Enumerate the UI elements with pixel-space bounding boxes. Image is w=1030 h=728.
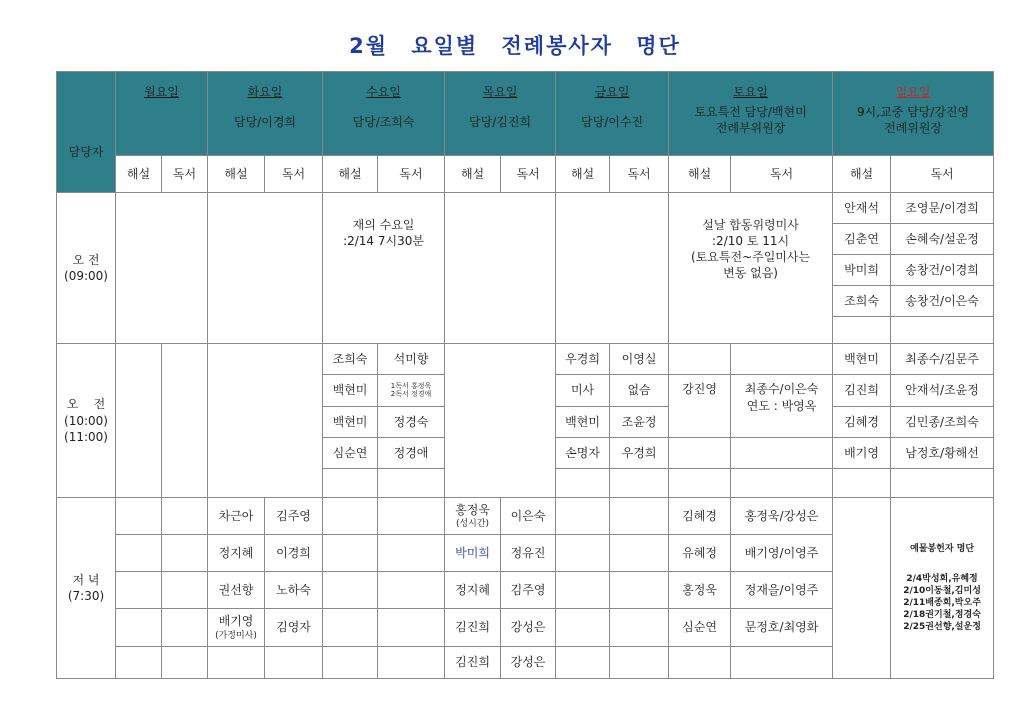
thu-eve-commentary: 김진희	[445, 609, 501, 646]
mon-morning-empty	[116, 192, 208, 344]
wed-reading-label: 독서	[378, 156, 445, 192]
wed-mid-reading: 석미향	[378, 344, 445, 375]
sun-morning-commentary: 조희숙	[833, 286, 891, 317]
thu-eve-reading: 이은숙	[501, 497, 556, 534]
sun-mid-reading: 안재석/조윤정	[891, 375, 994, 406]
wed-mid-commentary: 백현미	[323, 375, 378, 406]
sun-reading-label: 독서	[891, 156, 994, 192]
sat-eve-empty	[731, 646, 833, 678]
thursday-header: 목요일 담당/김진희	[445, 72, 556, 156]
tue-eve-reading: 이경희	[265, 535, 323, 572]
mon-eve-empty	[162, 646, 208, 678]
mon-eve-empty	[116, 609, 162, 646]
fri-eve-empty	[610, 646, 669, 678]
tue-reading-label: 독서	[265, 156, 323, 192]
thu-mid-empty	[445, 344, 556, 498]
sun-morning-commentary: 박미희	[833, 254, 891, 285]
sun-morning-reading: 손혜숙/설운정	[891, 223, 994, 254]
fri-mid-commentary: 백현미	[556, 406, 610, 437]
thu-eve-commentary: 홍정욱 (성시간)	[445, 497, 501, 534]
sun-morning-commentary	[833, 317, 891, 344]
slot-midmorning: 오 전 (10:00) (11:00)	[57, 344, 116, 498]
sun-eve-empty	[833, 497, 891, 678]
wed-eve-empty	[378, 609, 445, 646]
mon-eve-empty	[116, 646, 162, 678]
tue-eve-commentary: 권선향	[208, 572, 265, 609]
sat-mid-empty	[731, 437, 833, 468]
tue-eve-reading: 김주영	[265, 497, 323, 534]
evening-row	[57, 497, 994, 534]
fri-eve-empty	[556, 609, 610, 646]
fri-morning-empty	[556, 192, 669, 344]
sun-mid-empty	[833, 468, 891, 497]
wed-eve-empty	[323, 572, 378, 609]
sat-mid-commentary: 강진영	[669, 375, 731, 437]
fri-commentary-label: 해설	[556, 156, 610, 192]
sat-eve-empty	[669, 646, 731, 678]
sat-eve-commentary: 홍정욱	[669, 572, 731, 609]
sat-eve-commentary: 유혜정	[669, 535, 731, 572]
sun-morning-reading	[891, 317, 994, 344]
fri-mid-reading: 이영실	[610, 344, 669, 375]
sat-mid-empty	[669, 437, 731, 468]
wed-eve-empty	[323, 497, 378, 534]
sun-commentary-label: 해설	[833, 156, 891, 192]
slot-evening: 저 녁 (7:30)	[57, 497, 116, 678]
mon-eve-empty	[116, 572, 162, 609]
thu-eve-commentary: 김진희	[445, 646, 501, 678]
sun-mid-commentary: 김진희	[833, 375, 891, 406]
wed-mid-reading: 1독서 홍정욱 2독서 정경애	[378, 375, 445, 406]
tue-eve-empty	[208, 646, 265, 678]
wed-eve-empty	[378, 535, 445, 572]
wed-eve-empty	[378, 572, 445, 609]
sat-eve-commentary: 심순연	[669, 609, 731, 646]
saturday-header: 토요일 토요특전 담당/백현미 전례부위원장	[669, 72, 833, 156]
wed-eve-empty	[323, 609, 378, 646]
wed-mid-commentary: 백현미	[323, 406, 378, 437]
fri-mid-reading: 조윤정	[610, 406, 669, 437]
tue-eve-reading: 노하숙	[265, 572, 323, 609]
sat-mid-empty	[731, 468, 833, 497]
wed-mid-reading: 정경숙	[378, 406, 445, 437]
thu-eve-commentary: 박미희	[445, 535, 501, 572]
sat-mid-empty	[669, 468, 731, 497]
morning-row	[57, 192, 994, 223]
fri-eve-empty	[556, 646, 610, 678]
sun-mid-reading: 남정호/황해선	[891, 437, 994, 468]
wed-morning-note: 재의 수요일 :2/14 7시30분	[323, 192, 445, 344]
sat-mid-reading: 최종수/이은숙 연도 : 박영옥	[731, 375, 833, 437]
sat-eve-commentary: 김혜경	[669, 497, 731, 534]
thu-eve-reading: 강성은	[501, 609, 556, 646]
sat-eve-reading: 문정호/최영화	[731, 609, 833, 646]
tue-commentary-label: 해설	[208, 156, 265, 192]
thu-eve-commentary: 정지혜	[445, 572, 501, 609]
tue-eve-commentary: 차근아	[208, 497, 265, 534]
fri-mid-empty	[556, 468, 610, 497]
fri-eve-empty	[610, 609, 669, 646]
sun-mid-commentary: 배기영	[833, 437, 891, 468]
fri-eve-empty	[610, 497, 669, 534]
sat-reading-label: 독서	[731, 156, 833, 192]
sat-eve-reading: 홍정욱/강성은	[731, 497, 833, 534]
wed-mid-empty	[378, 468, 445, 497]
wed-eve-empty	[323, 646, 378, 678]
sun-mid-commentary: 김혜경	[833, 406, 891, 437]
schedule-table	[56, 71, 994, 679]
thu-morning-empty	[445, 192, 556, 344]
sun-mid-reading: 최종수/김문주	[891, 344, 994, 375]
wed-commentary-label: 해설	[323, 156, 378, 192]
tuesday-header: 화요일 담당/이경희	[208, 72, 323, 156]
wed-eve-empty	[378, 646, 445, 678]
fri-eve-empty	[556, 497, 610, 534]
sun-morning-commentary: 안재석	[833, 192, 891, 223]
sun-morning-commentary: 김춘연	[833, 223, 891, 254]
mon-mid-empty	[116, 344, 162, 498]
sat-eve-reading: 배기영/이영주	[731, 535, 833, 572]
fri-mid-reading: 우경희	[610, 437, 669, 468]
sat-commentary-label: 해설	[669, 156, 731, 192]
fri-eve-empty	[556, 572, 610, 609]
mon-reading-label: 독서	[162, 156, 208, 192]
tue-eve-empty	[265, 646, 323, 678]
sun-morning-reading: 조영문/이경희	[891, 192, 994, 223]
fri-mid-reading: 없슴	[610, 375, 669, 406]
thu-eve-reading: 김주영	[501, 572, 556, 609]
wed-mid-reading: 정경애	[378, 437, 445, 468]
mon-mid-empty	[162, 344, 208, 498]
slot-morning: 오 전 (09:00)	[57, 192, 116, 344]
tue-eve-commentary: 배기영 (가정미사)	[208, 609, 265, 646]
mon-eve-empty	[162, 572, 208, 609]
offering-list: 예물봉헌자 명단 2/4박성희,유혜정 2/10이동철,김미성 2/11배종희,박오주 2/18권기철,정경숙 2/25권선향,설운정	[891, 497, 994, 678]
fri-eve-empty	[610, 572, 669, 609]
header-row	[57, 72, 994, 156]
thu-eve-reading: 정유진	[501, 535, 556, 572]
mon-eve-empty	[116, 535, 162, 572]
sun-morning-reading: 송창건/이은숙	[891, 286, 994, 317]
sun-morning-reading: 송창건/이경희	[891, 254, 994, 285]
sunday-header: 일요일 9시,교중 담당/강진영 전례위원장	[833, 72, 994, 156]
wed-mid-commentary: 조희숙	[323, 344, 378, 375]
mon-commentary-label: 해설	[116, 156, 162, 192]
sat-eve-reading: 정재을/이영주	[731, 572, 833, 609]
tue-mid-empty	[208, 344, 323, 498]
sun-mid-reading: 김민종/조희숙	[891, 406, 994, 437]
tue-eve-reading: 김영자	[265, 609, 323, 646]
fri-mid-commentary: 미사	[556, 375, 610, 406]
fri-mid-commentary: 손명자	[556, 437, 610, 468]
owner-header: 담당자	[57, 72, 116, 193]
wednesday-header: 수요일 담당/조희숙	[323, 72, 445, 156]
wed-mid-empty	[323, 468, 378, 497]
wed-mid-commentary: 심순연	[323, 437, 378, 468]
sun-mid-commentary: 백현미	[833, 344, 891, 375]
subheader-row	[57, 156, 994, 192]
friday-header: 금요일 담당/이수진	[556, 72, 669, 156]
fri-mid-commentary: 우경희	[556, 344, 610, 375]
mon-eve-empty	[162, 609, 208, 646]
thu-eve-reading: 강성은	[501, 646, 556, 678]
sat-mid-empty	[731, 344, 833, 375]
mon-eve-empty	[162, 497, 208, 534]
wed-eve-empty	[378, 497, 445, 534]
mon-eve-empty	[116, 497, 162, 534]
sun-mid-empty	[891, 468, 994, 497]
fri-mid-empty	[610, 468, 669, 497]
sat-morning-note: 설날 합동위령미사 :2/10 토 11시 (토요특전~주일미사는 변동 없음)	[669, 192, 833, 344]
monday-header: 월요일	[116, 72, 208, 156]
fri-eve-empty	[610, 535, 669, 572]
mon-eve-empty	[162, 535, 208, 572]
midmorning-row	[57, 344, 994, 375]
tue-morning-empty	[208, 192, 323, 344]
fri-eve-empty	[556, 535, 610, 572]
wed-eve-empty	[323, 535, 378, 572]
thu-reading-label: 독서	[501, 156, 556, 192]
tue-eve-commentary: 정지혜	[208, 535, 265, 572]
sat-mid-empty	[669, 344, 731, 375]
fri-reading-label: 독서	[610, 156, 669, 192]
thu-commentary-label: 해설	[445, 156, 501, 192]
page-title: 2월 요일별 전례봉사자 명단	[349, 34, 681, 58]
